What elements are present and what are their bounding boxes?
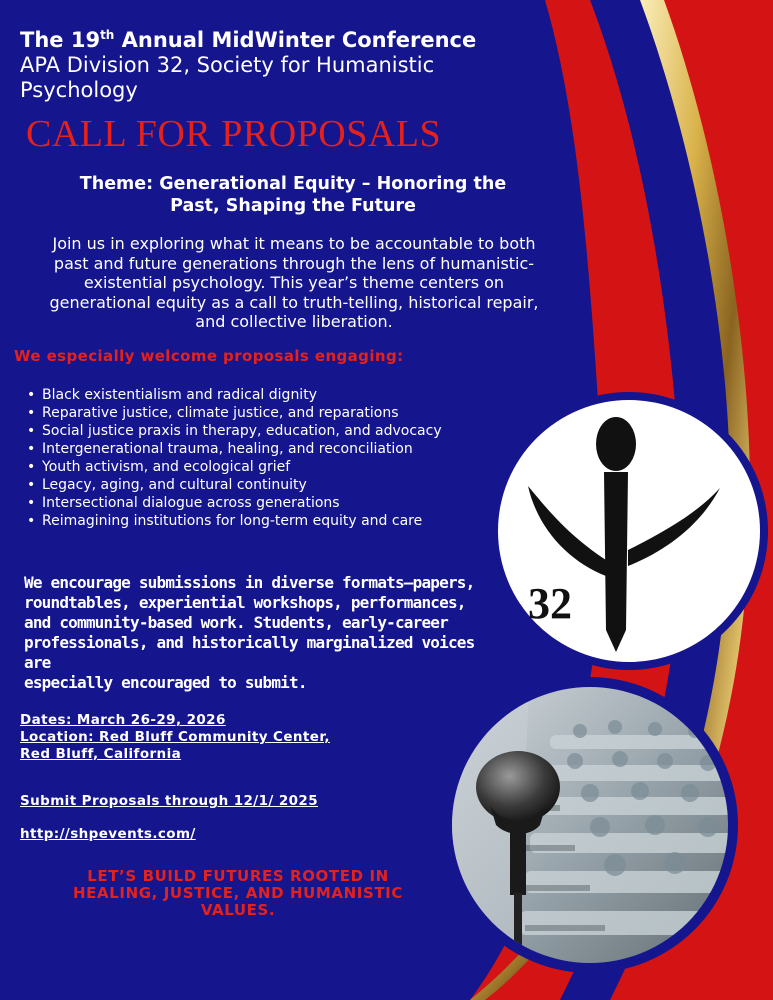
- organization-line: [20, 53, 520, 103]
- slogan-line: VALUES.: [200, 901, 276, 919]
- topic-text: Intersectional dialogue across generations: [42, 495, 340, 511]
- intro-line: existential psychology. This year’s theme centers on: [83, 273, 505, 292]
- bullet-icon: •: [27, 495, 36, 511]
- intro-line: generational equity as a call to truth-telling, historical repair,: [49, 292, 539, 312]
- topics-list: [24, 386, 504, 530]
- closing-slogan: [8, 868, 468, 919]
- intro-paragraph: [14, 234, 574, 332]
- list-item: [24, 512, 504, 530]
- topic-text: Social justice praxis in therapy, education, and advocacy: [42, 423, 442, 439]
- intro-line: past and future generations through the lens of humanistic-: [53, 253, 535, 273]
- microphone-auditorium-photo-icon: [440, 675, 740, 975]
- topic-text: Youth activism, and ecological grief: [42, 459, 291, 475]
- list-item: [24, 476, 504, 494]
- formats-paragraph: [24, 573, 494, 693]
- list-item: [24, 386, 504, 404]
- slogan-line: LET’S BUILD FUTURES ROOTED IN: [87, 867, 389, 885]
- formats-line: We encourage submissions in diverse formats—papers,: [24, 573, 475, 592]
- topic-text: Reparative justice, climate justice, and reparations: [42, 405, 399, 421]
- list-item: [24, 440, 504, 458]
- topic-text: Legacy, aging, and cultural continuity: [42, 477, 307, 493]
- bullet-icon: •: [27, 459, 36, 475]
- bullet-icon: •: [27, 423, 36, 439]
- title-prefix: The 19: [20, 28, 101, 52]
- bullet-icon: •: [27, 387, 36, 403]
- bullet-icon: •: [27, 513, 36, 529]
- slogan-line: HEALING, JUSTICE, AND HUMANISTIC: [73, 884, 403, 902]
- event-location: Location: Red Bluff Community Center,: [20, 729, 330, 745]
- conference-title: [20, 22, 520, 53]
- list-item: [24, 458, 504, 476]
- formats-line: professionals, and historically marginalized voices are: [24, 633, 475, 672]
- intro-line: Join us in exploring what it means to be accountable to both: [52, 234, 536, 253]
- title-superscript: th: [100, 28, 115, 42]
- formats-line: especially encouraged to submit.: [24, 673, 307, 692]
- topic-text: Reimagining institutions for long-term equity and care: [42, 513, 423, 529]
- organization-line-1: APA Division 32, Society for Humanistic: [20, 53, 435, 77]
- logo-number: 32: [528, 579, 572, 628]
- list-item: [24, 404, 504, 422]
- welcome-heading: We especially welcome proposals engaging:: [14, 347, 404, 365]
- psi-32-logo-icon: [488, 390, 771, 673]
- conference-heading: [20, 22, 520, 103]
- formats-line: and community-based work. Students, early-career: [24, 613, 448, 632]
- theme-line-1: Theme: Generational Equity – Honoring the: [79, 174, 507, 194]
- topic-text: Intergenerational trauma, healing, and reconciliation: [42, 441, 413, 457]
- list-item: [24, 494, 504, 512]
- event-location-city: Red Bluff, California: [20, 746, 182, 762]
- submission-deadline: Submit Proposals through 12/1/ 2025: [20, 793, 319, 809]
- organization-line-2: Psychology: [20, 78, 138, 102]
- event-dates: Dates: March 26-29, 2026: [20, 712, 226, 728]
- bullet-icon: •: [27, 441, 36, 457]
- intro-line: and collective liberation.: [195, 312, 393, 331]
- title-suffix: Annual MidWinter Conference: [114, 28, 477, 52]
- list-item: [24, 422, 504, 440]
- event-website-link[interactable]: http://shpevents.com/: [20, 826, 196, 842]
- theme-heading: [0, 173, 586, 217]
- formats-line: roundtables, experiential workshops, performances,: [24, 593, 466, 612]
- topic-text: Black existentialism and radical dignity: [42, 387, 317, 403]
- bullet-icon: •: [27, 477, 36, 493]
- call-for-proposals-title: CALL FOR PROPOSALS: [26, 113, 442, 155]
- theme-line-2: Past, Shaping the Future: [170, 196, 416, 216]
- bullet-icon: •: [27, 405, 36, 421]
